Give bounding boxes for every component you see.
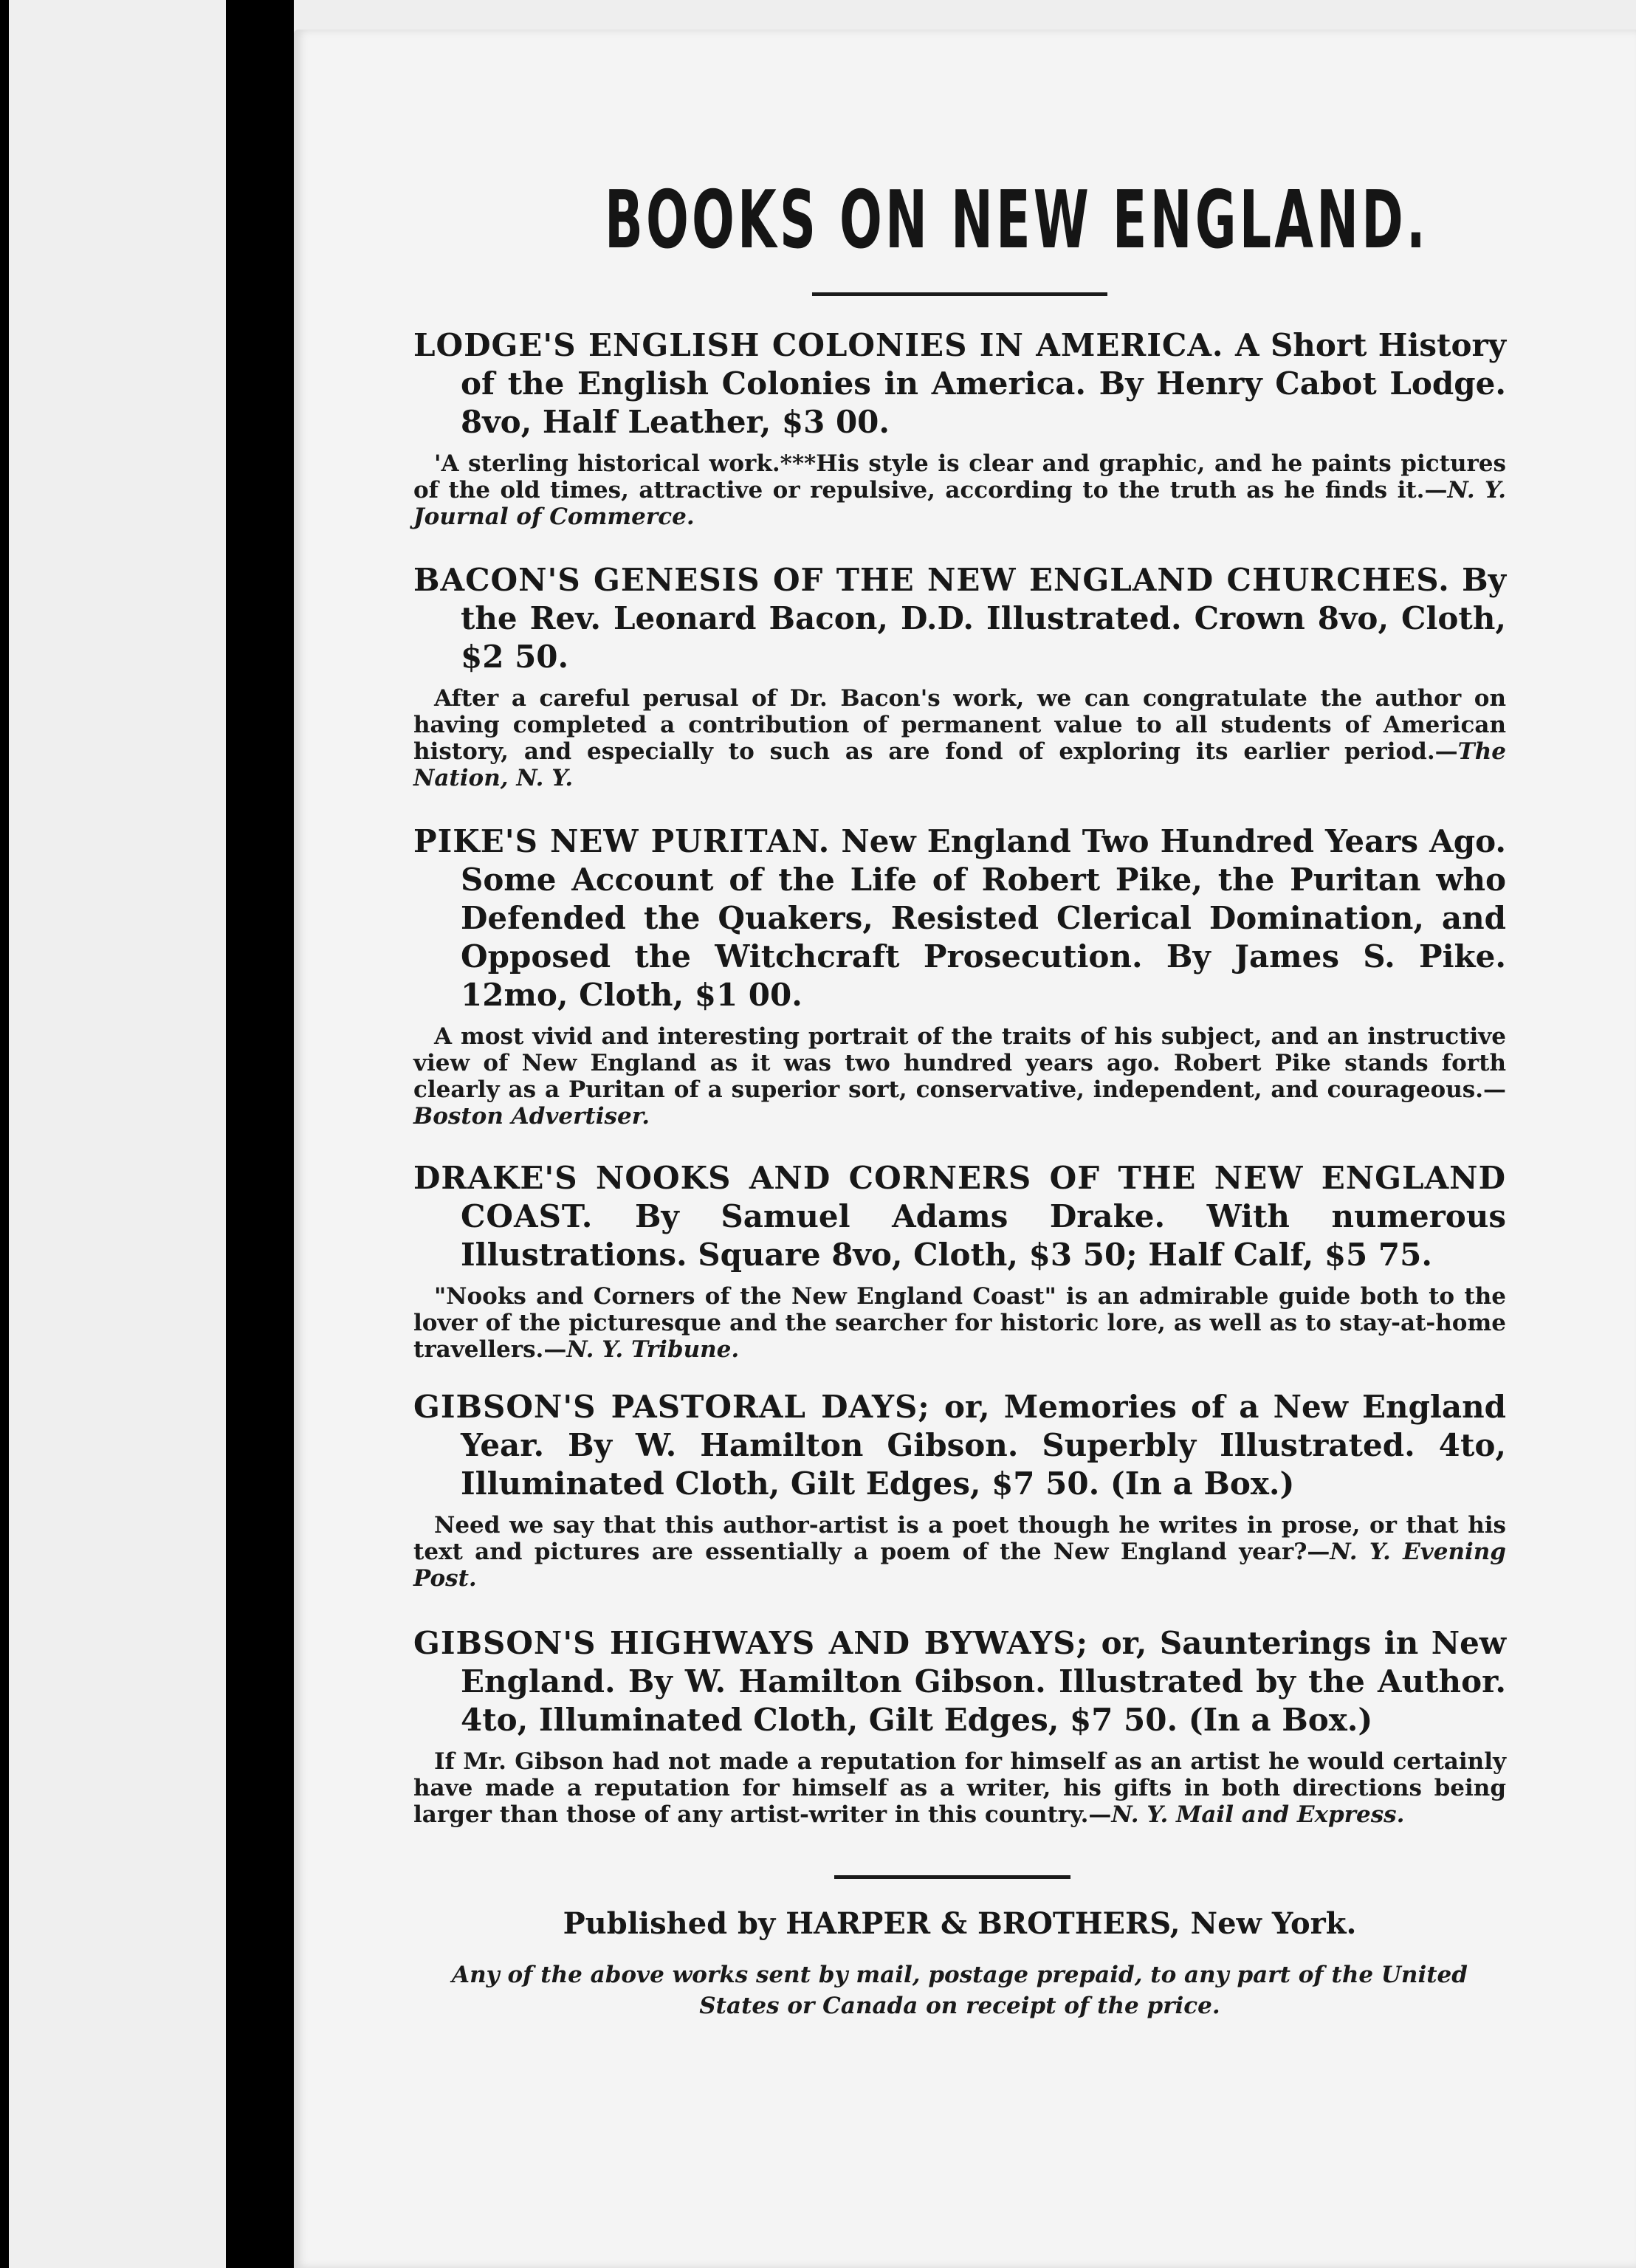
- book-heading: [413, 822, 1506, 1014]
- review-text: "Nooks and Corners of the New England Coast" is an admirable guide both to the lover of the picturesque and the searcher for historic lore, as well as to stay-at-home travellers.—: [413, 1283, 1506, 1363]
- mail-order-note: Any of the above works sent by mail, postage prepaid, to any part of the United States or Canada on receipt of the price.: [452, 1962, 1468, 2019]
- book-heading: [413, 1388, 1506, 1503]
- review-quote: [413, 450, 1506, 530]
- book-title: PIKE'S NEW PURITAN.: [413, 823, 831, 859]
- review-source: N. Y. Evening Post.: [413, 1539, 1506, 1592]
- book-title: BACON'S GENESIS OF THE NEW ENGLAND CHURCHES.: [413, 562, 1450, 598]
- book-entry-pike: [413, 822, 1506, 1130]
- review-text: 'A sterling historical work.***His style is clear and graphic, and he paints pictures of the old times, attractive or repulsive, according to the truth as he finds it.—: [413, 450, 1506, 504]
- book-heading: [413, 1159, 1506, 1274]
- review-quote: [413, 685, 1506, 791]
- book-title: LODGE'S ENGLISH COLONIES IN AMERICA.: [413, 327, 1224, 363]
- review-text: Need we say that this author-artist is a poet though he writes in prose, or that his text and pictures are essentially a poem of the New England year?—: [413, 1512, 1506, 1565]
- title-rule: [812, 292, 1107, 296]
- review-text: A most vivid and interesting portrait of the traits of his subject, and an instructive view of New England as it was two hundred years ago. Robert Pike stands forth clearly as a Puritan of a superior sort, conservative, independent, and courageous.—: [413, 1023, 1506, 1103]
- page-title: BOOKS ON NEW ENGLAND.: [605, 174, 1429, 267]
- book-entry-drake: [413, 1159, 1506, 1363]
- footer-rule: [834, 1875, 1070, 1879]
- review-source: Boston Advertiser.: [413, 1103, 650, 1130]
- scan-left-border: [0, 0, 9, 2268]
- review-quote: [413, 1023, 1506, 1130]
- book-details: New England Two Hundred Years Ago. Some Account of the Life of Robert Pike, the Puritan who Defended the Quakers, Resisted Clerical Domination, and Opposed the Witchcraft Prosecution. By James S. Pike. 12mo, Cloth, $1 00.: [461, 823, 1507, 1013]
- book-details: or, Saunterings in New England. By W. Hamilton Gibson. Illustrated by the Author. 4to, Illuminated Cloth, Gilt Edges, $7 50. (In a Box.): [461, 1625, 1507, 1738]
- review-quote: [413, 1748, 1506, 1828]
- review-source: N. Y. Journal of Commerce.: [413, 477, 1506, 530]
- book-entry-lodge: [413, 326, 1506, 530]
- publisher-line: Published by HARPER & BROTHERS, New York.: [563, 1906, 1357, 1941]
- book-title: GIBSON'S HIGHWAYS AND BYWAYS;: [413, 1625, 1089, 1661]
- book-details: or, Memories of a New England Year. By W. Hamilton Gibson. Superbly Illustrated. 4to, Illuminated Cloth, Gilt Edges, $7 50. (In a Box.): [461, 1389, 1507, 1502]
- book-title: GIBSON'S PASTORAL DAYS;: [413, 1389, 930, 1425]
- book-gutter: [226, 0, 294, 2268]
- review-quote: [413, 1283, 1506, 1363]
- review-source: N. Y. Mail and Express.: [1111, 1801, 1405, 1828]
- book-details: By Samuel Adams Drake. With numerous Illustrations. Square 8vo, Cloth, $3 50; Half Calf, $5 75.: [461, 1198, 1506, 1273]
- book-details: By the Rev. Leonard Bacon, D.D. Illustrated. Crown 8vo, Cloth, $2 50.: [461, 562, 1506, 675]
- review-source: N. Y. Tribune.: [566, 1336, 740, 1363]
- book-entry-gibson-highways: [413, 1624, 1506, 1828]
- review-quote: [413, 1512, 1506, 1592]
- review-source: The Nation, N. Y.: [413, 738, 1506, 791]
- book-heading: [413, 561, 1506, 676]
- review-text: After a careful perusal of Dr. Bacon's work, we can congratulate the author on having completed a contribution of permanent value to all students of American history, and especially to such as are fond of exploring its earlier period.—: [413, 685, 1506, 765]
- book-entry-gibson-pastoral: [413, 1388, 1506, 1592]
- book-heading: [413, 326, 1506, 441]
- book-heading: [413, 1624, 1506, 1739]
- book-details: A Short History of the English Colonies in America. By Henry Cabot Lodge. 8vo, Half Leather, $3 00.: [461, 327, 1506, 440]
- book-title: DRAKE'S NOOKS AND CORNERS OF THE NEW ENGLAND COAST.: [413, 1160, 1506, 1234]
- review-text: If Mr. Gibson had not made a reputation for himself as an artist he would certainly have made a reputation for himself as a writer, his gifts in both directions being larger than those of any artist-writer in this country.—: [413, 1748, 1506, 1828]
- facing-page: [9, 0, 226, 2268]
- book-entry-bacon: [413, 561, 1506, 791]
